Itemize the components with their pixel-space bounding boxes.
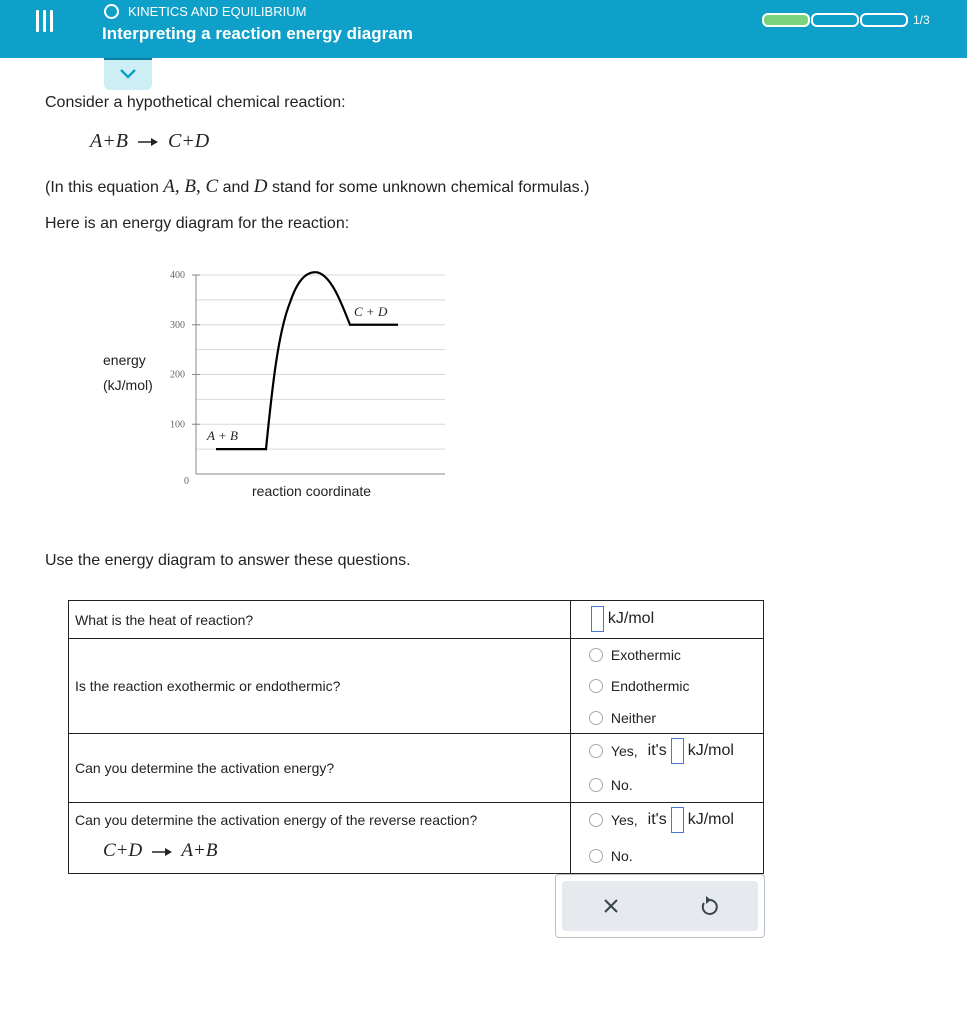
progress-segment — [860, 13, 908, 27]
note-suffix: stand for some unknown chemical formulas.) — [267, 179, 590, 196]
radio-activation-yes[interactable] — [589, 738, 734, 764]
yes-label: Yes, — [610, 743, 638, 759]
equation-lhs: A+B — [90, 130, 128, 152]
answer-activation — [570, 734, 763, 803]
x-axis-label: reaction coordinate — [252, 483, 372, 499]
clear-icon[interactable] — [600, 895, 622, 917]
radio-neither[interactable] — [589, 710, 656, 726]
reverse-equation-lhs: C+D — [103, 840, 143, 861]
table-row — [69, 639, 764, 734]
page-title: Interpreting a reaction energy diagram — [102, 24, 413, 43]
question-exo-endo: Is the reaction exothermic or endothermic? — [69, 639, 571, 734]
answer-heat — [570, 601, 763, 639]
y-axis-label-line1: energy — [103, 352, 146, 368]
table-row — [69, 734, 764, 803]
its-label: it's — [647, 811, 667, 828]
note-and: and — [218, 179, 254, 196]
action-panel-inner — [562, 881, 758, 931]
equation-note — [45, 176, 589, 198]
question-reverse — [69, 803, 571, 874]
reverse-activation-input[interactable] — [671, 807, 684, 833]
radio-circle-icon[interactable] — [589, 711, 603, 725]
intro-text: Consider a hypothetical chemical reaction: — [45, 94, 346, 111]
reverse-activation-unit: kJ/mol — [687, 811, 734, 828]
arrow-icon — [151, 847, 173, 857]
y-tick-label: 300 — [170, 319, 185, 331]
progress-bar — [762, 13, 930, 27]
no-label: No. — [610, 848, 633, 864]
option-label: Neither — [610, 710, 657, 726]
note-vars: A, B, C — [163, 176, 219, 197]
topic-circle-icon — [104, 4, 119, 19]
answer-exo-endo — [570, 639, 763, 734]
energy-curve — [216, 272, 398, 449]
undo-icon[interactable] — [698, 895, 720, 917]
y-axis-label-line2: (kJ/mol) — [103, 377, 153, 393]
table-row — [69, 601, 764, 639]
no-label: No. — [610, 777, 633, 793]
question-reverse-text: Can you determine the activation energy of the reverse reaction? — [75, 812, 478, 828]
heat-input[interactable] — [591, 606, 604, 632]
radio-reverse-yes[interactable] — [589, 807, 734, 833]
its-label: it's — [647, 742, 667, 759]
radio-circle-icon[interactable] — [589, 778, 603, 792]
radio-exothermic[interactable] — [589, 647, 681, 663]
topic-label: KINETICS AND EQUILIBRIUM — [128, 4, 307, 19]
progress-segment — [762, 13, 810, 27]
reaction-equation — [90, 130, 209, 153]
radio-circle-icon[interactable] — [589, 648, 603, 662]
radio-activation-no[interactable] — [589, 777, 633, 793]
radio-reverse-no[interactable] — [589, 848, 633, 864]
menu-icon[interactable] — [30, 10, 60, 38]
note-prefix: (In this equation — [45, 179, 164, 196]
y-tick-label: 0 — [184, 476, 189, 487]
radio-circle-icon[interactable] — [589, 679, 603, 693]
top-bar — [0, 0, 967, 58]
yes-label: Yes, — [610, 812, 638, 828]
collapse-toggle-button[interactable] — [104, 58, 152, 90]
instructions-text: Use the energy diagram to answer these questions. — [45, 552, 411, 569]
answer-reverse — [570, 803, 763, 874]
y-tick-label: 400 — [170, 270, 185, 281]
action-panel — [555, 874, 765, 938]
chevron-down-icon — [119, 68, 137, 80]
heat-unit: kJ/mol — [607, 610, 655, 627]
note-var-d: D — [253, 176, 268, 197]
question-heat: What is the heat of reaction? — [69, 601, 571, 639]
table-row — [69, 803, 764, 874]
option-label: Endothermic — [610, 678, 690, 694]
reverse-equation — [103, 840, 570, 862]
topic-row — [104, 4, 306, 19]
option-label: Exothermic — [610, 647, 681, 663]
y-tick-label: 200 — [170, 369, 185, 381]
activation-unit: kJ/mol — [687, 742, 734, 759]
question-activation: Can you determine the activation energy? — [69, 734, 571, 803]
reactant-label: A + B — [207, 428, 238, 444]
reverse-equation-rhs: A+B — [181, 840, 218, 861]
radio-circle-icon[interactable] — [589, 849, 603, 863]
progress-label: 1/3 — [913, 13, 930, 27]
question-table — [68, 600, 764, 874]
energy-diagram — [100, 262, 460, 507]
arrow-icon — [137, 137, 159, 147]
y-tick-label: 100 — [170, 419, 185, 431]
equation-rhs: C+D — [167, 130, 210, 152]
diagram-intro-text: Here is an energy diagram for the reaction: — [45, 215, 350, 232]
radio-endothermic[interactable] — [589, 678, 690, 694]
product-label: C + D — [354, 303, 388, 319]
activation-input[interactable] — [671, 738, 684, 764]
radio-circle-icon[interactable] — [589, 744, 603, 758]
progress-segment — [811, 13, 859, 27]
radio-circle-icon[interactable] — [589, 813, 603, 827]
